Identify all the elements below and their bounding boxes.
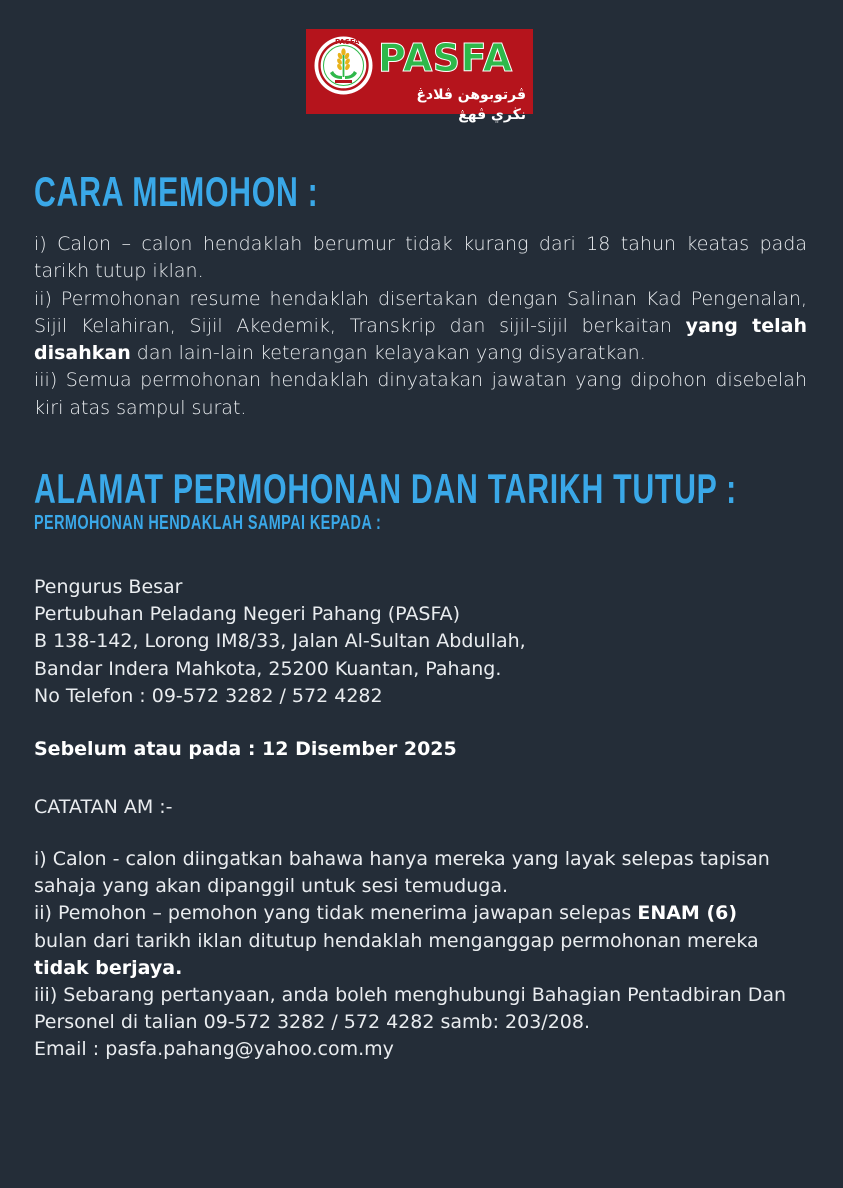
seal-label: PASFA bbox=[335, 38, 360, 46]
logo-wordmark: PASFA bbox=[378, 36, 513, 80]
alamat-subheading: PERMOHONAN HENDAKLAH SAMPAI KEPADA : bbox=[34, 512, 382, 534]
catatan-title: CATATAN AM :- bbox=[34, 796, 173, 818]
catatan-item-2-text: ii) Pemohon – pemohon yang tidak menerima jawapan selepas bbox=[34, 902, 638, 925]
address-line: Pertubuhan Peladang Negeri Pahang (PASFA) bbox=[34, 603, 461, 626]
catatan-item-2 bbox=[34, 900, 794, 982]
cara-memohon-list bbox=[34, 231, 807, 422]
cara-memohon-heading: CARA MEMOHON : bbox=[34, 168, 319, 215]
address-block bbox=[34, 574, 526, 710]
cara-item-2-bold: yang telah disahkan bbox=[34, 314, 807, 365]
email-line: Email : pasfa.pahang@yahoo.com.my bbox=[34, 1038, 394, 1061]
catatan-item-2-bold-result: tidak berjaya. bbox=[34, 956, 183, 979]
cara-item-2-tail: dan lain-lain keterangan kelayakan yang disyaratkan. bbox=[130, 342, 646, 365]
cara-item-2 bbox=[34, 286, 807, 368]
pasfa-logo bbox=[306, 29, 533, 123]
catatan-list bbox=[34, 846, 794, 1064]
address-line: Pengurus Besar bbox=[34, 576, 183, 598]
catatan-item-2-mid: bulan dari tarikh iklan ditutup hendaklah menganggap permohonan mereka bbox=[34, 929, 759, 952]
cara-item-1: i) Calon – calon hendaklah berumur tidak kurang dari 18 tahun keatas pada tarikh tutup iklan. bbox=[34, 233, 807, 283]
logo-jawi-text: ڤرتوبوهن ڤلادڠ نڬري ڤهڠ bbox=[416, 87, 526, 123]
catatan-item-1: i) Calon - calon diingatkan bahawa hanya mereka yang layak selepas tapisan sahaja yang akan dipanggil untuk sesi temuduga. bbox=[34, 848, 770, 898]
alamat-heading: ALAMAT PERMOHONAN DAN TARIKH TUTUP : bbox=[34, 465, 737, 512]
phone-line: No Telefon : 09-572 3282 / 572 4282 bbox=[34, 684, 383, 707]
cara-item-3: iii) Semua permohonan hendaklah dinyatakan jawatan yang dipohon disebelah kiri atas sampul surat. bbox=[34, 369, 807, 419]
address-line: B 138-142, Lorong IM8/33, Jalan Al-Sultan Abdullah, bbox=[34, 630, 526, 653]
catatan-item-3: iii) Sebarang pertanyaan, anda boleh menghubungi Bahagian Pentadbiran Dan Personel di talian 09-572 3282 / 572 4282 samb: 203/208. bbox=[34, 984, 787, 1034]
cara-item-2-text: ii) Permohonan resume hendaklah disertakan dengan Salinan Kad Pengenalan, Sijil Kelahiran, Sijil Akedemik, Transkrip dan sijil-sijil berkaitan bbox=[34, 287, 807, 337]
catatan-item-2-bold-duration: ENAM (6) bbox=[637, 902, 738, 925]
closing-date: Sebelum atau pada : 12 Disember 2025 bbox=[34, 738, 457, 760]
address-line: Bandar Indera Mahkota, 25200 Kuantan, Pahang. bbox=[34, 657, 502, 680]
